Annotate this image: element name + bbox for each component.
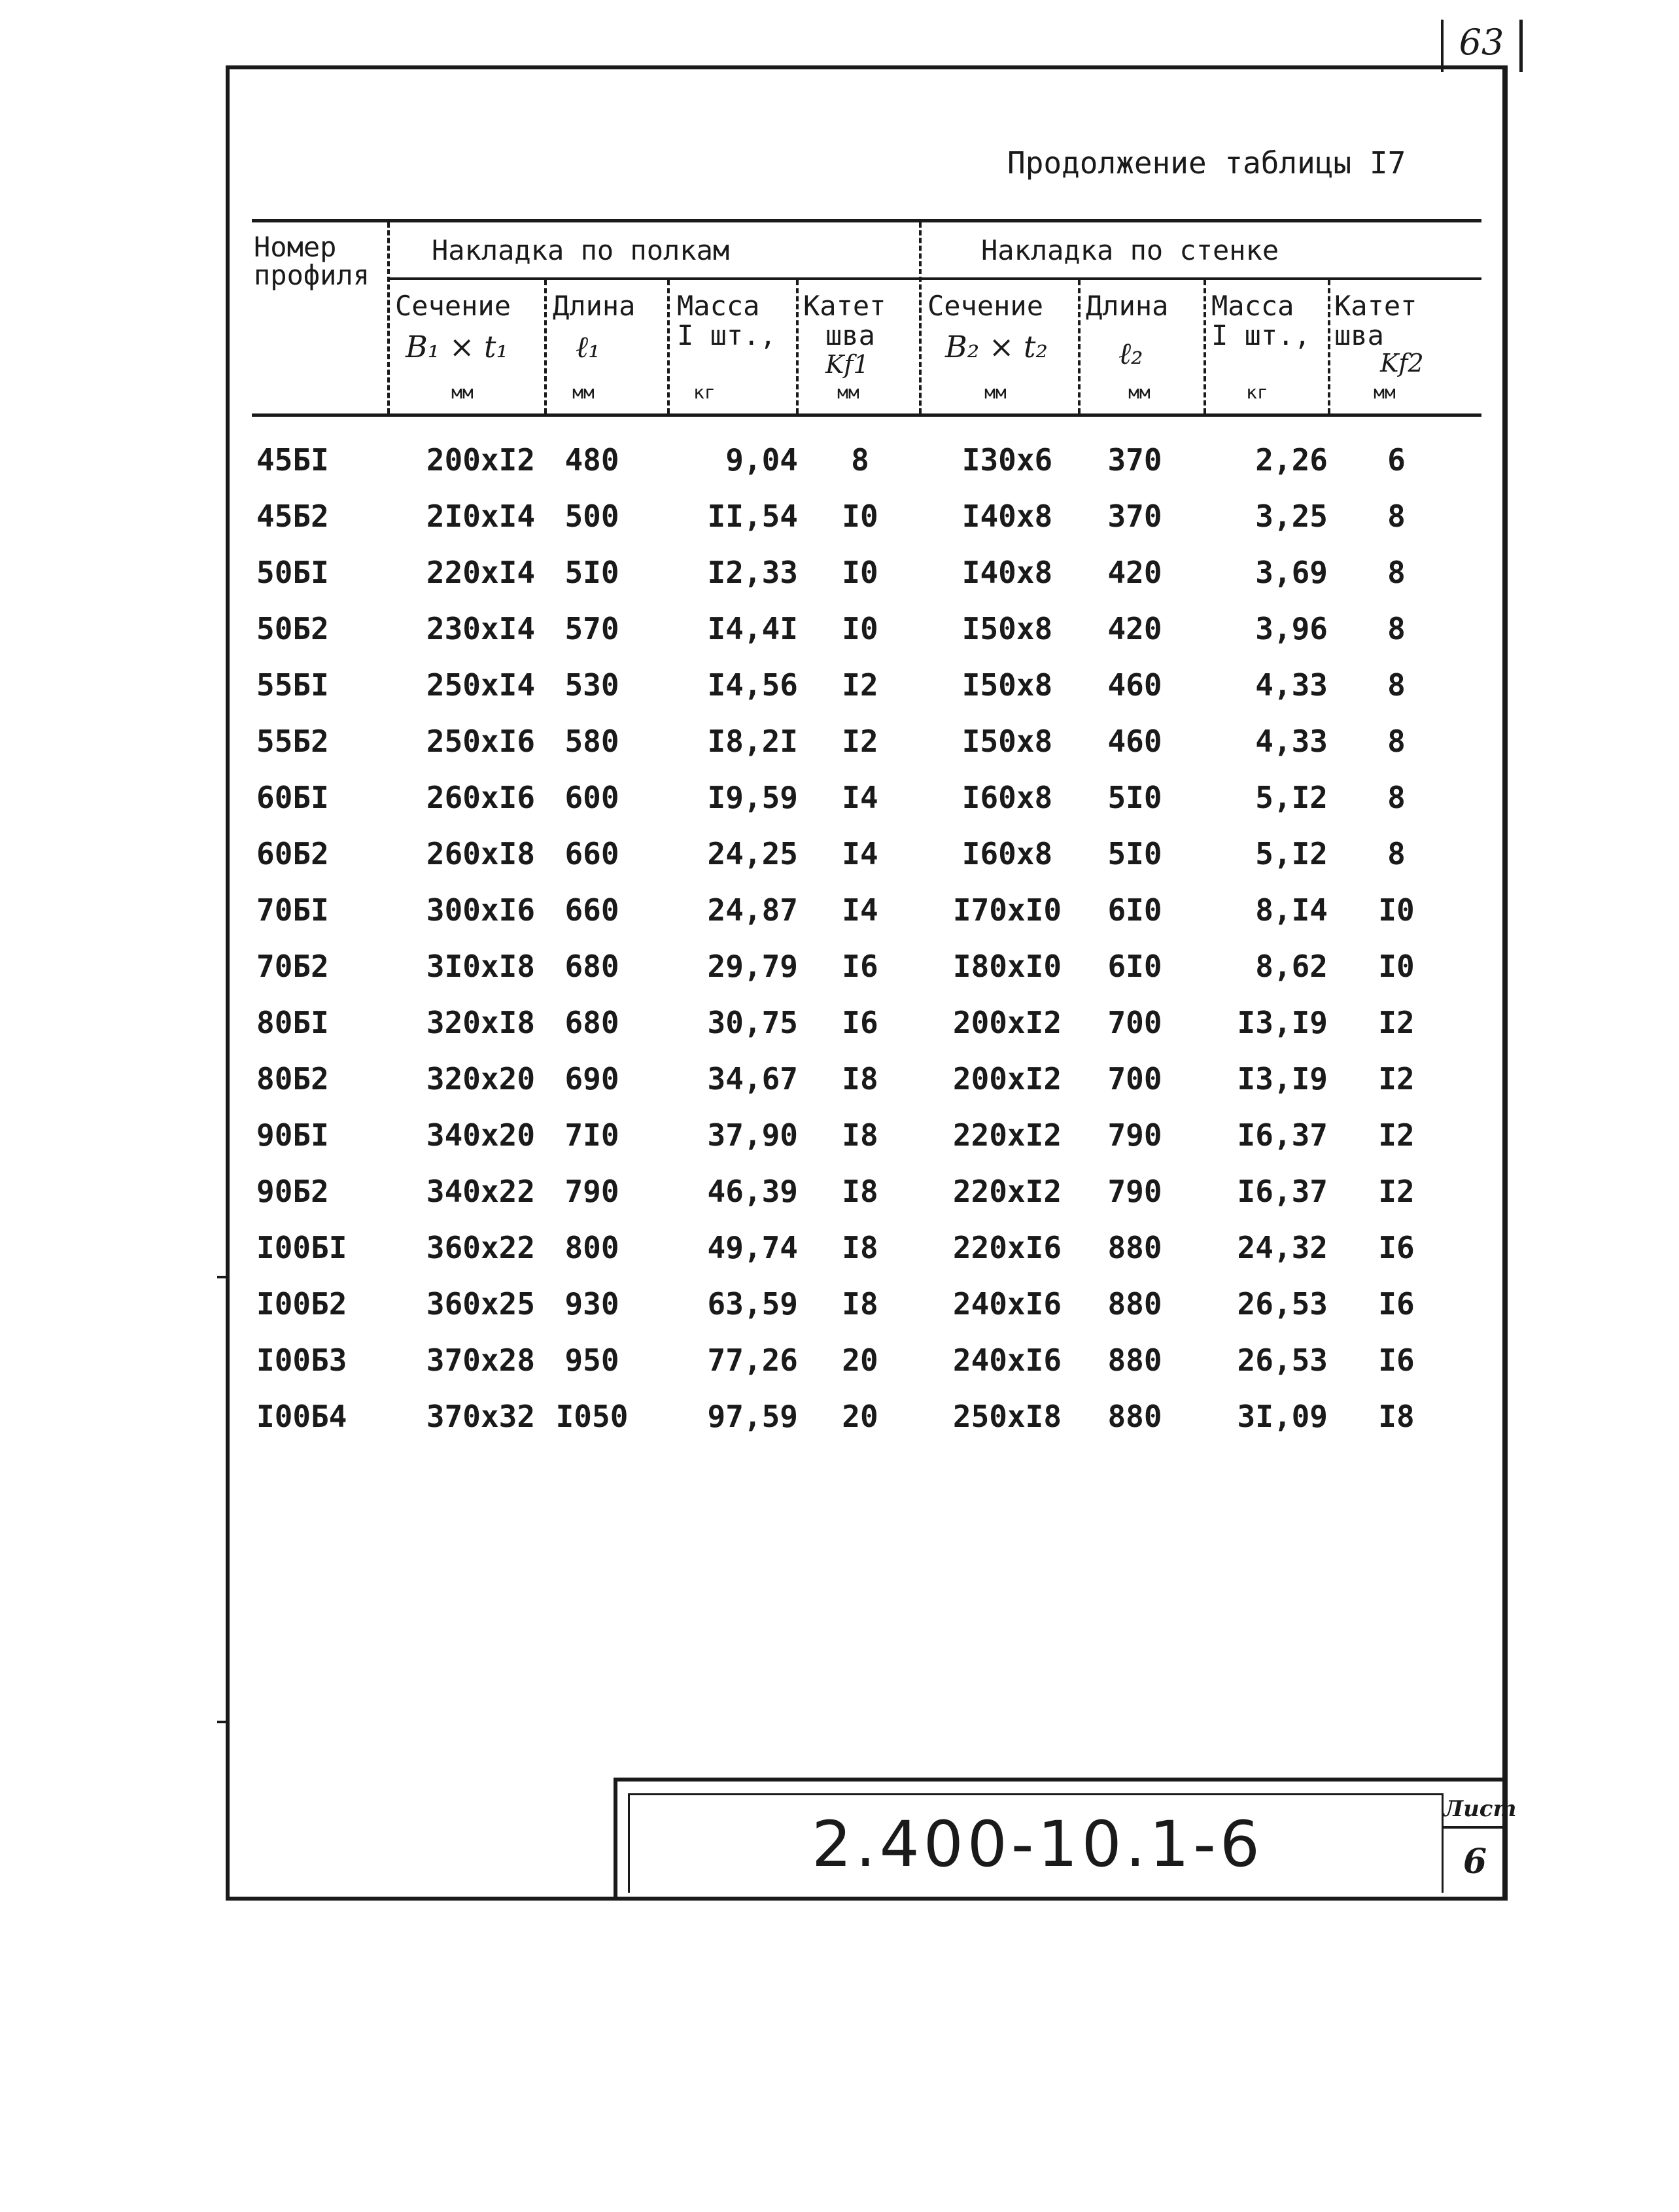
cell-web-weld: 8 (1387, 836, 1406, 871)
cell-flange-weld: 8 (851, 442, 869, 478)
cell-flange-mass: I8,2I (707, 724, 798, 759)
document-code: 2.400-10.1-6 (812, 1808, 1264, 1881)
cell-flange-section: 3I0хI8 (426, 949, 536, 984)
table-row (249, 1163, 1491, 1220)
cell-flange-section: 360х22 (426, 1230, 536, 1265)
cell-profile: 80Б2 (256, 1061, 329, 1097)
cell-web-mass: 26,53 (1237, 1286, 1328, 1322)
col-divider (919, 222, 922, 413)
cell-web-length: 420 (1107, 611, 1162, 646)
cell-web-length: 880 (1107, 1286, 1162, 1322)
table-row (249, 1276, 1491, 1332)
cell-web-length: 700 (1107, 1005, 1162, 1040)
cell-flange-length: 500 (564, 499, 619, 534)
cell-flange-length: 5I0 (564, 555, 619, 590)
cell-flange-length: I050 (555, 1399, 629, 1434)
cell-flange-length: 950 (564, 1343, 619, 1378)
cell-profile: I00Б3 (256, 1343, 347, 1378)
cell-flange-mass: 37,90 (707, 1117, 798, 1153)
cell-flange-section: 2I0хI4 (426, 499, 536, 534)
table-row (249, 713, 1491, 769)
cell-flange-section: 340х22 (426, 1174, 536, 1209)
cell-flange-length: 680 (564, 949, 619, 984)
cell-web-length: 460 (1107, 724, 1162, 759)
cell-web-section: 220хI2 (952, 1117, 1062, 1153)
cell-web-section: 240хI6 (952, 1343, 1062, 1378)
cell-flange-length: 800 (564, 1230, 619, 1265)
cell-web-mass: 8,62 (1255, 949, 1328, 984)
cell-web-length: 880 (1107, 1230, 1162, 1265)
header-web-weld-line2: шва (1334, 319, 1384, 351)
cell-web-mass: 2,26 (1255, 442, 1328, 478)
cell-web-section: I80хI0 (952, 949, 1062, 984)
cell-web-weld: I8 (1378, 1399, 1415, 1434)
header-mid-rule (389, 277, 1481, 280)
binding-mark (217, 1721, 226, 1723)
cell-flange-section: 360х25 (426, 1286, 536, 1322)
cell-web-length: 5I0 (1107, 780, 1162, 815)
cell-flange-mass: I4,4I (707, 611, 798, 646)
sheet-label: Лист (1444, 1793, 1506, 1829)
cell-web-weld: I2 (1378, 1117, 1415, 1153)
cell-flange-mass: 30,75 (707, 1005, 798, 1040)
cell-flange-mass: 29,79 (707, 949, 798, 984)
cell-web-weld: I2 (1378, 1174, 1415, 1209)
cell-profile: I00БI (256, 1230, 347, 1265)
header-group-flanges: Накладка по полкам (432, 234, 730, 266)
cell-web-length: 6I0 (1107, 949, 1162, 984)
title-block (614, 1778, 1517, 1901)
cell-flange-weld: I6 (842, 1005, 878, 1040)
cell-flange-section: 300хI6 (426, 892, 536, 928)
cell-web-length: 420 (1107, 555, 1162, 590)
cell-web-weld: 8 (1387, 667, 1406, 703)
header-bottom-rule (252, 413, 1481, 417)
cell-web-section: 200хI2 (952, 1061, 1062, 1097)
cell-web-mass: I3,I9 (1237, 1061, 1328, 1097)
header-flange-length-sym: ℓ₁ (576, 329, 600, 364)
cell-flange-weld: I8 (842, 1117, 878, 1153)
cell-web-section: 200хI2 (952, 1005, 1062, 1040)
title-block-code-cell (628, 1793, 1444, 1893)
cell-web-length: 6I0 (1107, 892, 1162, 928)
header-web-mass-line1: Масса (1211, 290, 1294, 322)
cell-web-weld: I0 (1378, 949, 1415, 984)
table-row (249, 938, 1491, 994)
cell-flange-weld: I2 (842, 724, 878, 759)
col-divider (1328, 280, 1330, 413)
header-web-length: Длина (1086, 290, 1169, 322)
binding-mark (217, 1276, 226, 1278)
cell-profile: 60БI (256, 780, 329, 815)
cell-web-section: 250хI8 (952, 1399, 1062, 1434)
header-web-mass-line2: I шт., (1211, 319, 1311, 351)
cell-flange-mass: 24,25 (707, 836, 798, 871)
cell-web-mass: 5,I2 (1255, 780, 1328, 815)
header-group-web: Накладка по стенке (981, 234, 1279, 266)
cell-profile: 50Б2 (256, 611, 329, 646)
cell-flange-length: 930 (564, 1286, 619, 1322)
header-flange-mass-unit: кг (693, 381, 716, 403)
cell-flange-mass: I2,33 (707, 555, 798, 590)
sheet-number: 6 (1463, 1842, 1487, 1882)
cell-flange-section: 320хI8 (426, 1005, 536, 1040)
cell-web-length: 370 (1107, 499, 1162, 534)
cell-web-section: I50х8 (961, 724, 1053, 759)
cell-web-length: 5I0 (1107, 836, 1162, 871)
cell-flange-length: 790 (564, 1174, 619, 1209)
table-row (249, 657, 1491, 713)
cell-web-mass: 3,96 (1255, 611, 1328, 646)
header-flange-weld-line1: Катет (803, 290, 886, 322)
table-row (249, 994, 1491, 1051)
cell-web-mass: 4,33 (1255, 667, 1328, 703)
cell-web-length: 370 (1107, 442, 1162, 478)
cell-flange-section: 320х20 (426, 1061, 536, 1097)
cell-flange-section: 260хI6 (426, 780, 536, 815)
cell-web-section: I60х8 (961, 780, 1053, 815)
cell-flange-weld: I0 (842, 499, 878, 534)
cell-flange-length: 580 (564, 724, 619, 759)
cell-web-section: I50х8 (961, 667, 1053, 703)
cell-web-section: I60х8 (961, 836, 1053, 871)
cell-flange-section: 370х32 (426, 1399, 536, 1434)
cell-flange-section: 340х20 (426, 1117, 536, 1153)
cell-web-weld: 8 (1387, 611, 1406, 646)
table-row (249, 1107, 1491, 1163)
cell-flange-weld: I8 (842, 1061, 878, 1097)
cell-flange-mass: 9,04 (725, 442, 798, 478)
cell-flange-length: 660 (564, 836, 619, 871)
cell-flange-mass: I9,59 (707, 780, 798, 815)
cell-flange-mass: II,54 (707, 499, 798, 534)
cell-flange-length: 660 (564, 892, 619, 928)
header-flange-section: Сечение (395, 290, 511, 322)
header-profile-line2: профиля (254, 259, 370, 291)
cell-web-section: 240хI6 (952, 1286, 1062, 1322)
cell-flange-length: 600 (564, 780, 619, 815)
col-divider (387, 222, 390, 413)
cell-web-length: 790 (1107, 1117, 1162, 1153)
cell-web-length: 790 (1107, 1174, 1162, 1209)
cell-flange-section: 250хI6 (426, 724, 536, 759)
cell-web-section: I40х8 (961, 555, 1053, 590)
cell-profile: 55Б2 (256, 724, 329, 759)
table-row (249, 1220, 1491, 1276)
cell-flange-length: 690 (564, 1061, 619, 1097)
cell-web-mass: 3,69 (1255, 555, 1328, 590)
cell-flange-mass: 63,59 (707, 1286, 798, 1322)
cell-web-length: 880 (1107, 1343, 1162, 1378)
cell-web-length: 700 (1107, 1061, 1162, 1097)
header-flange-weld-sym: Kf1 (825, 350, 869, 379)
header-web-weld-unit: мм (1374, 381, 1396, 403)
cell-web-mass: I6,37 (1237, 1117, 1328, 1153)
cell-flange-weld: I6 (842, 949, 878, 984)
cell-flange-length: 480 (564, 442, 619, 478)
header-flange-weld-line2: шва (825, 319, 875, 351)
cell-flange-length: 570 (564, 611, 619, 646)
cell-profile: 45БI (256, 442, 329, 478)
title-block-sheet-cell (1444, 1793, 1517, 1901)
col-divider (1203, 280, 1206, 413)
cell-profile: I00Б4 (256, 1399, 347, 1434)
cell-flange-weld: I8 (842, 1174, 878, 1209)
cell-flange-weld: I4 (842, 892, 878, 928)
header-flange-weld-unit: мм (837, 381, 859, 403)
col-divider (544, 280, 547, 413)
cell-web-mass: I6,37 (1237, 1174, 1328, 1209)
cell-flange-section: 220хI4 (426, 555, 536, 590)
header-web-length-sym: ℓ₂ (1118, 336, 1143, 371)
header-web-length-unit: мм (1128, 381, 1151, 403)
cell-profile: 60Б2 (256, 836, 329, 871)
page-number: 63 (1441, 20, 1523, 72)
cell-profile: I00Б2 (256, 1286, 347, 1322)
table-row (249, 432, 1491, 488)
table-caption: Продолжение таблицы I7 (1007, 145, 1406, 181)
cell-flange-section: 260хI8 (426, 836, 536, 871)
cell-web-weld: 8 (1387, 499, 1406, 534)
cell-web-section: 220хI6 (952, 1230, 1062, 1265)
cell-flange-weld: I4 (842, 780, 878, 815)
table-row (249, 769, 1491, 826)
col-divider (1078, 280, 1081, 413)
table-row (249, 1332, 1491, 1388)
header-flange-length: Длина (553, 290, 636, 322)
cell-web-mass: 3,25 (1255, 499, 1328, 534)
cell-profile: 90Б2 (256, 1174, 329, 1209)
cell-web-mass: I3,I9 (1237, 1005, 1328, 1040)
cell-flange-mass: 97,59 (707, 1399, 798, 1434)
cell-web-mass: 24,32 (1237, 1230, 1328, 1265)
cell-profile: 90БI (256, 1117, 329, 1153)
header-flange-mass-line2: I шт., (677, 319, 776, 351)
cell-flange-weld: 20 (842, 1343, 878, 1378)
cell-profile: 70БI (256, 892, 329, 928)
cell-flange-mass: 34,67 (707, 1061, 798, 1097)
header-web-section: Сечение (927, 290, 1044, 322)
cell-flange-mass: 77,26 (707, 1343, 798, 1378)
cell-profile: 50БI (256, 555, 329, 590)
header-flange-section-sym: B₁ × t₁ (406, 329, 508, 364)
cell-flange-mass: 46,39 (707, 1174, 798, 1209)
cell-flange-section: 200хI2 (426, 442, 536, 478)
header-flange-length-unit: мм (572, 381, 595, 403)
table-row (249, 544, 1491, 601)
header-web-weld-sym: Kf2 (1380, 349, 1424, 377)
col-divider (667, 280, 670, 413)
cell-flange-length: 680 (564, 1005, 619, 1040)
cell-web-section: I50х8 (961, 611, 1053, 646)
cell-web-mass: 8,I4 (1255, 892, 1328, 928)
cell-web-weld: I6 (1378, 1286, 1415, 1322)
cell-profile: 80БI (256, 1005, 329, 1040)
col-divider (796, 280, 799, 413)
cell-web-section: I40х8 (961, 499, 1053, 534)
table-row (249, 826, 1491, 882)
cell-flange-mass: I4,56 (707, 667, 798, 703)
cell-flange-weld: I0 (842, 611, 878, 646)
header-flange-mass-line1: Масса (677, 290, 760, 322)
header-web-mass-unit: кг (1246, 381, 1268, 403)
header-flange-section-unit: мм (451, 381, 474, 403)
cell-web-section: I30х6 (961, 442, 1053, 478)
cell-web-weld: 8 (1387, 555, 1406, 590)
table-row (249, 882, 1491, 938)
table-row (249, 1388, 1491, 1445)
cell-flange-section: 230хI4 (426, 611, 536, 646)
cell-web-section: I70хI0 (952, 892, 1062, 928)
cell-flange-weld: I8 (842, 1230, 878, 1265)
cell-profile: 45Б2 (256, 499, 329, 534)
table-row (249, 488, 1491, 544)
cell-web-mass: 5,I2 (1255, 836, 1328, 871)
cell-web-weld: I6 (1378, 1230, 1415, 1265)
cell-flange-length: 530 (564, 667, 619, 703)
cell-web-length: 460 (1107, 667, 1162, 703)
cell-flange-weld: I8 (842, 1286, 878, 1322)
cell-web-mass: 26,53 (1237, 1343, 1328, 1378)
cell-web-weld: I0 (1378, 892, 1415, 928)
header-profile-line1: Номер (254, 231, 337, 263)
header-web-weld-line1: Катет (1334, 290, 1417, 322)
cell-flange-section: 250хI4 (426, 667, 536, 703)
cell-flange-section: 370х28 (426, 1343, 536, 1378)
cell-flange-weld: 20 (842, 1399, 878, 1434)
cell-web-weld: 6 (1387, 442, 1406, 478)
cell-flange-mass: 24,87 (707, 892, 798, 928)
cell-flange-mass: 49,74 (707, 1230, 798, 1265)
cell-web-mass: 3I,09 (1237, 1399, 1328, 1434)
header-web-section-sym: B₂ × t₂ (945, 329, 1048, 364)
header-top-rule (252, 219, 1481, 222)
cell-web-weld: 8 (1387, 724, 1406, 759)
cell-profile: 70Б2 (256, 949, 329, 984)
cell-flange-weld: I0 (842, 555, 878, 590)
cell-web-weld: 8 (1387, 780, 1406, 815)
cell-profile: 55БI (256, 667, 329, 703)
cell-flange-weld: I4 (842, 836, 878, 871)
table-row (249, 1051, 1491, 1107)
cell-flange-length: 7I0 (564, 1117, 619, 1153)
cell-web-mass: 4,33 (1255, 724, 1328, 759)
cell-web-weld: I6 (1378, 1343, 1415, 1378)
header-web-section-unit: мм (984, 381, 1007, 403)
cell-web-section: 220хI2 (952, 1174, 1062, 1209)
cell-web-length: 880 (1107, 1399, 1162, 1434)
cell-web-weld: I2 (1378, 1005, 1415, 1040)
cell-flange-weld: I2 (842, 667, 878, 703)
cell-web-weld: I2 (1378, 1061, 1415, 1097)
table-row (249, 601, 1491, 657)
